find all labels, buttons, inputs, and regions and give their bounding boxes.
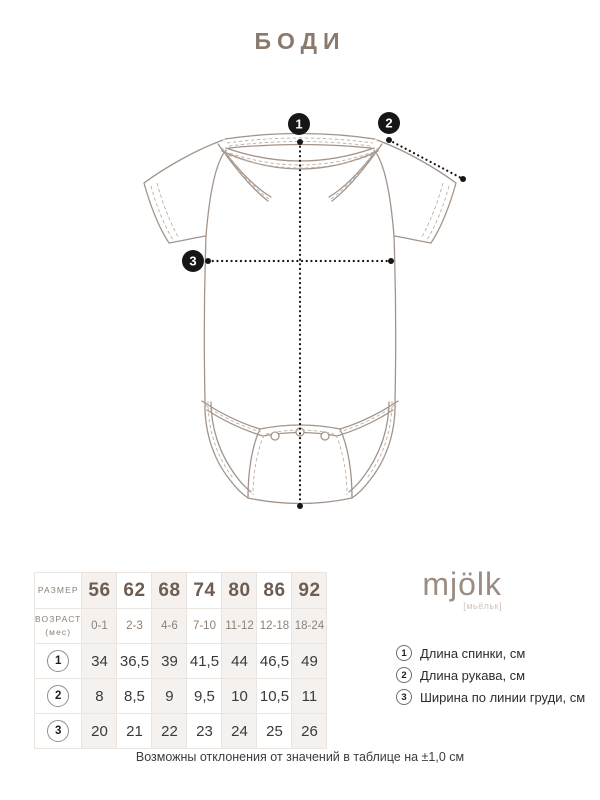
row-marker-1 bbox=[35, 644, 82, 679]
value-cell: 21 bbox=[117, 714, 152, 749]
tolerance-note: Возможны отклонения от значений в таблице на ±1,0 см bbox=[135, 750, 465, 764]
value-cell: 36,5 bbox=[117, 644, 152, 679]
value-cell: 46,5 bbox=[257, 644, 292, 679]
table-row-sleeve-length bbox=[35, 679, 327, 714]
size-cell: 68 bbox=[152, 573, 187, 609]
age-cell: 11-12 bbox=[222, 609, 257, 644]
value-cell: 41,5 bbox=[187, 644, 222, 679]
sleeve-length-line bbox=[389, 140, 463, 179]
legend-label: Длина рукава, см bbox=[420, 667, 526, 683]
measurement-legend bbox=[396, 645, 585, 711]
brand-transcription: [мьёльк] bbox=[463, 601, 502, 611]
size-table bbox=[34, 572, 327, 749]
size-cell: 80 bbox=[222, 573, 257, 609]
row-marker-2 bbox=[35, 679, 82, 714]
value-cell: 26 bbox=[292, 714, 327, 749]
marker-2-number: 2 bbox=[385, 115, 393, 131]
age-label-text: ВОЗРАСТ bbox=[35, 614, 82, 625]
value-cell: 9,5 bbox=[187, 679, 222, 714]
size-cell: 86 bbox=[257, 573, 292, 609]
measurement-lines bbox=[208, 140, 463, 506]
bodysuit-diagram bbox=[130, 95, 470, 525]
age-cell: 7-10 bbox=[187, 609, 222, 644]
value-cell: 44 bbox=[222, 644, 257, 679]
value-cell: 8,5 bbox=[117, 679, 152, 714]
row-marker-2-badge: 2 bbox=[47, 685, 69, 707]
size-cell: 62 bbox=[117, 573, 152, 609]
age-cell: 4-6 bbox=[152, 609, 187, 644]
value-cell: 34 bbox=[82, 644, 117, 679]
table-row-back-length bbox=[35, 644, 327, 679]
age-unit-text: (мес) bbox=[45, 627, 72, 637]
brand-logo: mjölk bbox=[422, 566, 502, 602]
legend-marker-1: 1 bbox=[396, 645, 412, 661]
value-cell: 20 bbox=[82, 714, 117, 749]
table-row-sizes bbox=[35, 573, 327, 609]
table-row-chest-width bbox=[35, 714, 327, 749]
marker-1-number: 1 bbox=[295, 116, 303, 132]
table-row-ages bbox=[35, 609, 327, 644]
value-cell: 22 bbox=[152, 714, 187, 749]
value-cell: 49 bbox=[292, 644, 327, 679]
value-cell: 23 bbox=[187, 714, 222, 749]
age-cell: 18-24 bbox=[292, 609, 327, 644]
age-cell: 12-18 bbox=[257, 609, 292, 644]
brand-block bbox=[398, 568, 502, 611]
page-title: БОДИ bbox=[254, 28, 346, 54]
value-cell: 11 bbox=[292, 679, 327, 714]
legend-item-sleeve-length bbox=[396, 667, 585, 683]
row-marker-3 bbox=[35, 714, 82, 749]
legend-item-chest-width bbox=[396, 689, 585, 705]
legend-marker-2: 2 bbox=[396, 667, 412, 683]
legend-label: Ширина по линии груди, см bbox=[420, 689, 586, 705]
age-row-label bbox=[35, 609, 82, 644]
legend-label: Длина спинки, см bbox=[420, 645, 526, 661]
value-cell: 25 bbox=[257, 714, 292, 749]
measurement-markers bbox=[182, 112, 400, 272]
value-cell: 8 bbox=[82, 679, 117, 714]
value-cell: 10 bbox=[222, 679, 257, 714]
row-marker-3-badge: 3 bbox=[47, 720, 69, 742]
size-cell: 56 bbox=[82, 573, 117, 609]
value-cell: 10,5 bbox=[257, 679, 292, 714]
age-cell: 2-3 bbox=[117, 609, 152, 644]
row-marker-1-badge: 1 bbox=[47, 650, 69, 672]
value-cell: 24 bbox=[222, 714, 257, 749]
size-row-label: РАЗМЕР bbox=[35, 573, 82, 609]
value-cell: 9 bbox=[152, 679, 187, 714]
legend-marker-3: 3 bbox=[396, 689, 412, 705]
marker-3-number: 3 bbox=[189, 253, 197, 269]
value-cell: 39 bbox=[152, 644, 187, 679]
size-cell: 74 bbox=[187, 573, 222, 609]
legend-item-back-length bbox=[396, 645, 585, 661]
age-cell: 0-1 bbox=[82, 609, 117, 644]
size-cell: 92 bbox=[292, 573, 327, 609]
